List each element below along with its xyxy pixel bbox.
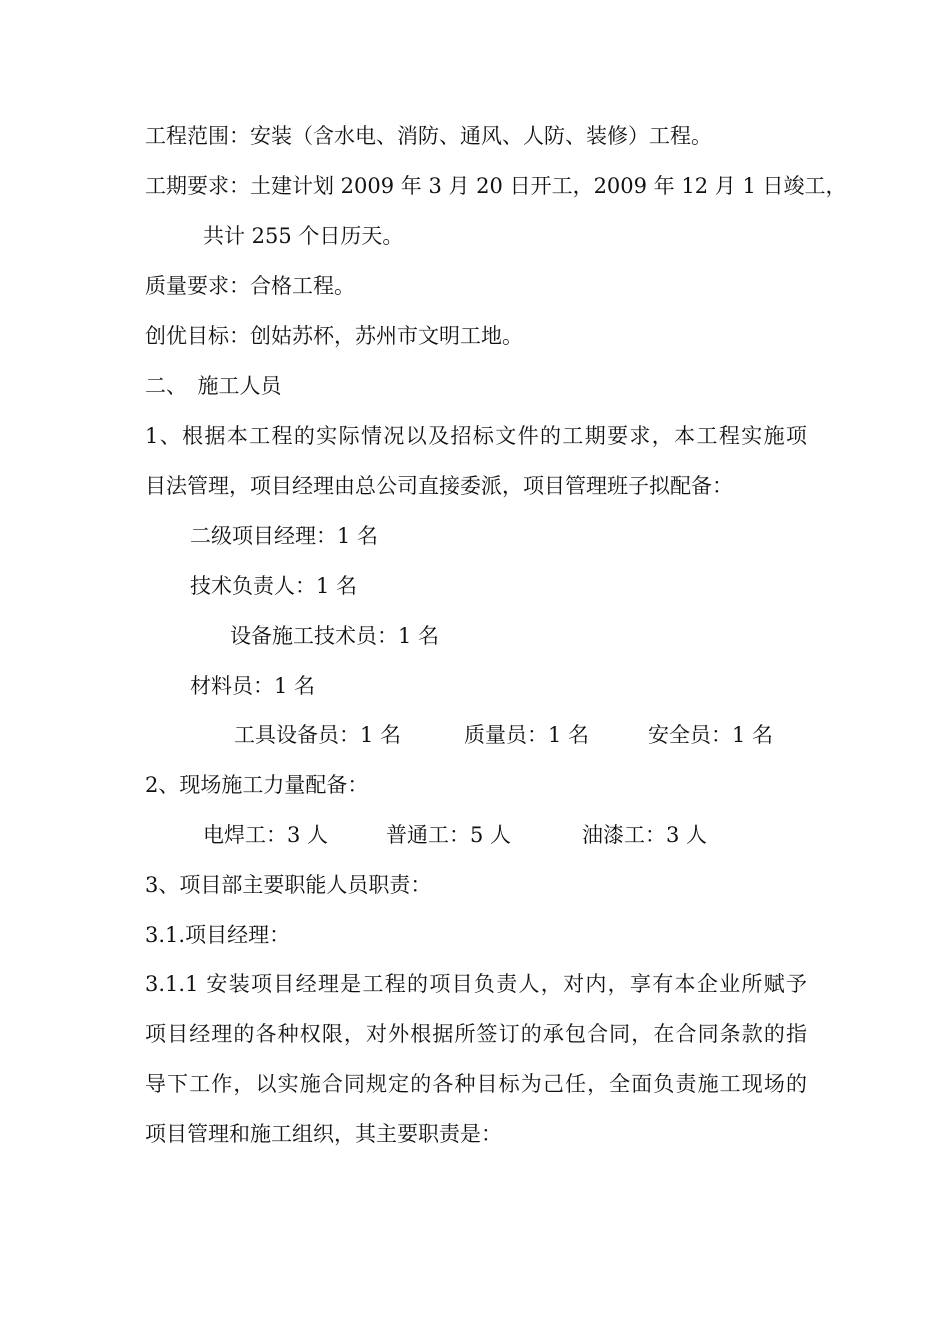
- item-3-heading: 3、项目部主要职能人员职责：: [145, 873, 432, 897]
- item-2-heading: 2、现场施工力量配备：: [145, 773, 369, 797]
- staff-tech-lead: 技术负责人：1 名: [190, 574, 358, 598]
- schedule-requirement-line2: 共计 255 个日历天。: [203, 224, 404, 248]
- staff-tools-equipment-clerk: 工具设备员：1 名: [234, 723, 402, 747]
- paragraph-3-1-1-line1: 3.1.1 安装项目经理是工程的项目负责人，对内，享有本企业所赋予: [145, 972, 807, 996]
- item-1-line2: 目法管理，项目经理由总公司直接委派，项目管理班子拟配备：: [145, 474, 733, 498]
- quality-requirement: 质量要求：合格工程。: [145, 274, 355, 298]
- paragraph-3-1-1-line3: 导下工作，以实施合同规定的各种目标为己任，全面负责施工现场的: [145, 1072, 807, 1096]
- paragraph-3-1-1-line4: 项目管理和施工组织，其主要职责是：: [145, 1122, 502, 1146]
- worker-general-laborer: 普通工：5 人: [386, 823, 512, 847]
- schedule-requirement-line1: 工期要求：土建计划 2009 年 3 月 20 日开工，2009 年 12 月 1 日竣工，: [145, 174, 847, 198]
- staff-safety-officer: 安全员：1 名: [648, 723, 774, 747]
- staff-materials-clerk: 材料员：1 名: [190, 674, 316, 698]
- staff-quality-inspector: 质量员：1 名: [464, 723, 590, 747]
- paragraph-3-1-1-line2: 项目经理的各种权限，对外根据所签订的承包合同，在合同条款的指: [145, 1022, 807, 1046]
- staff-project-manager: 二级项目经理：1 名: [190, 524, 379, 548]
- item-3-1-heading: 3.1.项目经理：: [145, 923, 291, 947]
- section-2-heading: 二、 施工人员: [145, 374, 282, 398]
- project-scope: 工程范围：安装（含水电、消防、通风、人防、装修）工程。: [145, 124, 712, 148]
- worker-welder: 电焊工：3 人: [203, 823, 329, 847]
- staff-equipment-technician: 设备施工技术员：1 名: [230, 624, 440, 648]
- item-1-line1: 1、根据本工程的实际情况以及招标文件的工期要求，本工程实施项: [145, 424, 807, 448]
- worker-painter: 油漆工：3 人: [582, 823, 708, 847]
- excellence-target: 创优目标：创姑苏杯，苏州市文明工地。: [145, 324, 523, 348]
